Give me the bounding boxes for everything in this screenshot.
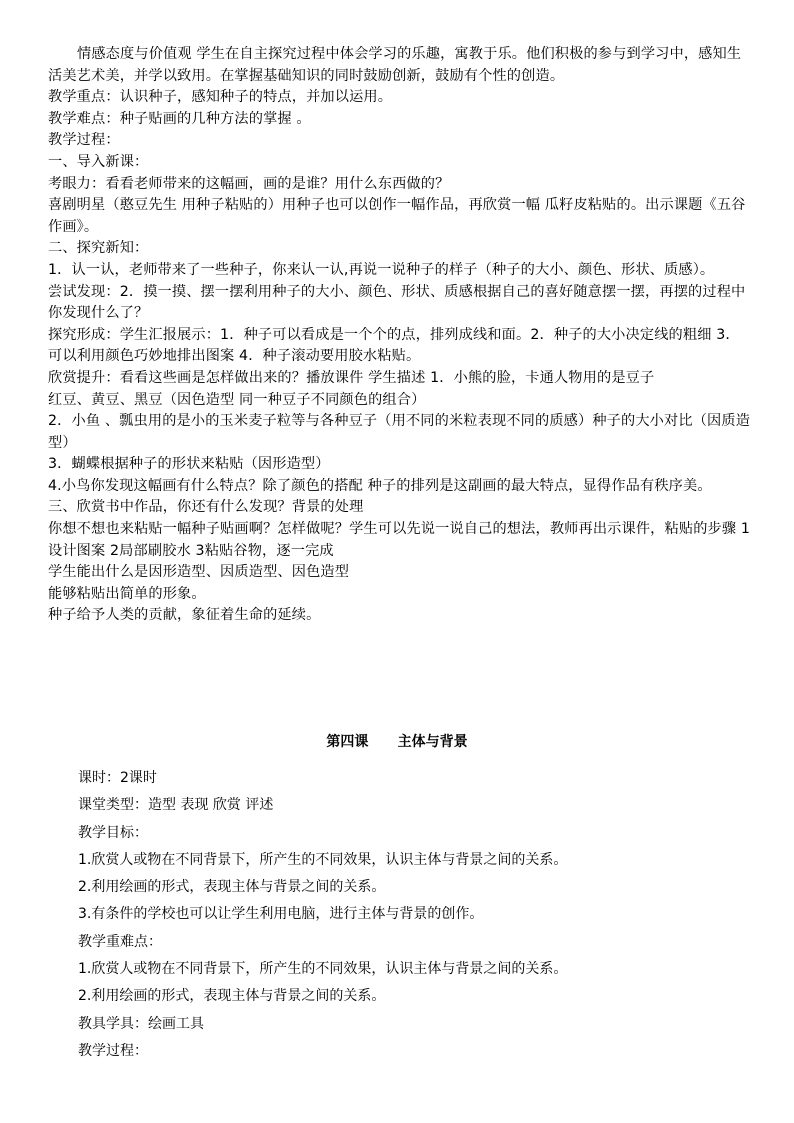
line-key-point-1: 1.欣赏人或物在不同背景下，所产生的不同效果，认识主体与背景之间的关系。 [78,961,568,978]
paragraph-make-collage: 你想不想也来粘贴一幅种子贴画啊？怎样做呢？学生可以先说一说自己的想法，教师再出示课件，粘贴的步骤 1设计图案 2局部刷胶水 3粘贴谷物，逐一完成 [48,521,751,559]
line-class-hours: 课时：2课时 [78,770,157,786]
paragraph-beans-color: 红豆、黄豆、黑豆（因色造型 同一种豆子不同颜色的组合） [48,391,426,408]
line-objective-1: 1.欣赏人或物在不同背景下，所产生的不同效果，认识主体与背景之间的关系。 [78,851,568,868]
paragraph-recognize-seeds: 1．认一认，老师带来了一些种子，你来认一认,再说一说种子的样子（种子的大小、颜色、形状、质感）。 [48,261,715,278]
lesson-title: 第四课 主体与背景 [326,734,468,750]
paragraph-explore-heading: 二、探究新知： [48,240,149,257]
line-key-points-heading: 教学重难点： [78,933,162,950]
line-objectives-heading: 教学目标： [78,824,148,841]
paragraph-process-heading: 教学过程： [48,132,120,149]
paragraph-simple-image: 能够粘贴出简单的形象。 [48,585,206,602]
lesson-plan-section-seed-collage [48,44,752,627]
paragraph-appreciate: 欣赏提升：看看这些画是怎样做出来的？播放课件 学生描述 1．小熊的脸，卡通人物用的是豆子 [48,369,655,386]
paragraph-try-discover: 尝试发现：2．摸一摸、摆一摆利用种子的大小、颜色、形状、质感根据自己的喜好随意摆一摆，再摆的过程中你发现什么了？ [48,283,746,322]
line-objective-3: 3.有条件的学校也可以让学生利用电脑，进行主体与背景的创作。 [78,906,484,923]
paragraph-observation-test: 考眼力：看看老师带来的这幅画，画的是谁？用什么东西做的？ [48,175,450,192]
paragraph-attitudes-values: 情感态度与价值观 学生在自主探究过程中体会学习的乐趣，寓教于乐。他们积极的参与到学习中，感知生活美艺术美，并学以致用。在掌握基础知识的同时鼓励创新，鼓励有个性的创造。 [48,46,742,84]
paragraph-seed-contribution: 种子给予人类的贡献，象征着生命的延续。 [48,607,321,624]
line-objective-2: 2.利用绘画的形式，表现主体与背景之间的关系。 [78,879,386,896]
line-key-point-2: 2.利用绘画的形式，表现主体与背景之间的关系。 [78,988,386,1005]
paragraph-students-tell: 学生能出什么是因形造型、因质造型、因色造型 [48,564,350,581]
line-process-heading: 教学过程： [78,1042,148,1059]
line-teaching-tools: 教具学具：绘画工具 [78,1015,204,1032]
paragraph-explore-form: 探究形成：学生汇报展示：1．种子可以看成是一个个的点，排列成线和面。2．种子的大小决定线的粗细 3．可以利用颜色巧妙地排出图案 4．种子滚动要用胶水粘贴。 [48,326,740,365]
paragraph-butterfly: 3．蝴蝶根据种子的形状来粘贴（因形造型） [48,456,330,473]
paragraph-appreciate-book: 三、欣赏书中作品，你还有什么发现？背景的处理 [48,499,364,516]
line-class-type: 课堂类型：造型 表现 欣赏 评述 [78,797,274,814]
paragraph-key-point: 教学重点：认识种子，感知种子的特点，并加以运用。 [48,89,393,106]
paragraph-intro-heading: 一、导入新课： [48,153,149,170]
paragraph-fish-ladybug: 2．小鱼 、瓢虫用的是小的玉米麦子粒等与各种豆子（用不同的米粒表现不同的质感）种子的大小对比（因质造型） [48,413,751,451]
paragraph-bird: 4.小鸟你发现这幅画有什么特点？除了颜色的搭配 种子的排列是这副画的最大特点，显得作品有秩序美。 [48,477,712,494]
paragraph-comedy-star: 喜剧明星（憨豆先生 用种子粘贴的）用种子也可以创作一幅作品，再欣赏一幅 瓜籽皮粘贴的。出示课题《五谷作画》。 [48,197,746,235]
lesson-plan-section-subject-background [78,765,758,1065]
paragraph-difficult-point: 教学难点：种子贴画的几种方法的掌握 。 [48,110,311,127]
